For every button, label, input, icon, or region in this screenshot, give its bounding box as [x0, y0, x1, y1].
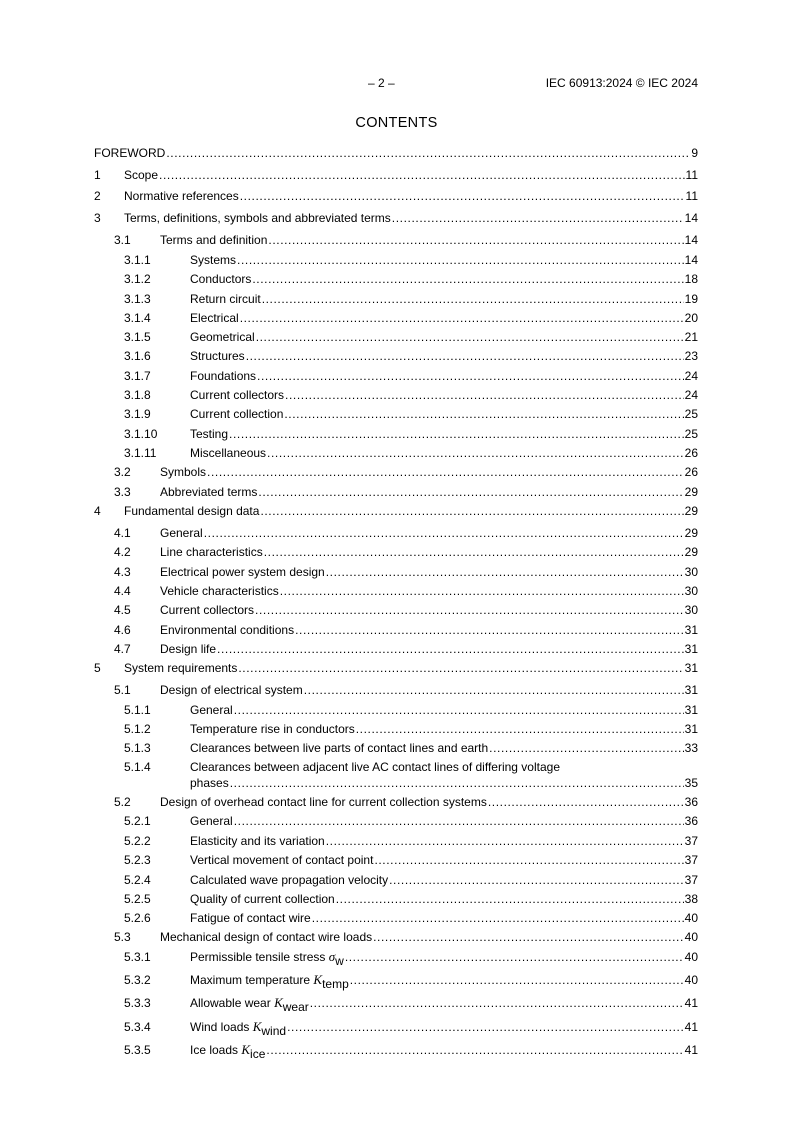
dot-leader — [326, 833, 684, 849]
toc-entry[interactable] — [94, 929, 698, 945]
toc-entry-number: 3.2 — [114, 465, 131, 479]
toc-entry-label: Return circuit — [190, 292, 261, 306]
dot-leader — [336, 891, 684, 907]
toc-entry-number: 5.2.1 — [124, 814, 151, 828]
toc-entry-number: 3 — [94, 211, 101, 225]
toc-entry-number: 5.3.2 — [124, 973, 151, 987]
toc-entry-page: 11 — [685, 189, 698, 203]
toc-entry-label: Testing — [190, 427, 229, 441]
toc-entry-page: 36 — [684, 814, 698, 828]
toc-entry-page: 19 — [684, 292, 698, 306]
toc-entry-number: 3.1.8 — [124, 388, 151, 402]
dot-leader — [312, 910, 684, 926]
dot-leader — [257, 368, 684, 384]
toc-entry-page: 25 — [684, 407, 698, 421]
toc-entry-page: 23 — [684, 349, 698, 363]
toc-entry-label: Maximum temperature $K_{temp}$ — [190, 972, 349, 991]
toc-entry-label: Vertical movement of contact point — [190, 853, 374, 867]
toc-entry-label: Systems — [190, 253, 237, 267]
toc-entry-page: 40 — [684, 911, 698, 925]
toc-entry-label: Ice loads $K_{ice}$ — [190, 1042, 266, 1061]
toc-entry-label: Design of overhead contact line for current collection systems — [160, 795, 487, 809]
toc-entry-number: 5.1.3 — [124, 741, 151, 755]
toc-entry-number: 3.1.3 — [124, 292, 151, 306]
toc-entry-number: 3.1.6 — [124, 349, 151, 363]
toc-entry-label: Mechanical design of contact wire loads — [160, 930, 373, 944]
toc-entry[interactable] — [94, 910, 698, 926]
toc-entry-page: 31 — [684, 661, 698, 675]
dot-leader — [267, 445, 684, 461]
toc-entry-page: 40 — [684, 930, 698, 944]
dot-leader — [230, 775, 684, 791]
toc-entry-label: General — [160, 526, 203, 540]
toc-entry[interactable] — [94, 210, 698, 226]
toc-entry[interactable] — [94, 426, 698, 442]
toc-entry-label: Foundations — [190, 369, 257, 383]
toc-entry[interactable] — [94, 167, 698, 183]
toc-entry-number: 5.1 — [114, 683, 131, 697]
toc-entry[interactable] — [94, 852, 698, 868]
dot-leader — [373, 929, 684, 945]
toc-entry-label: General — [190, 703, 233, 717]
toc-entry-label: Electrical — [190, 311, 239, 325]
toc-entry-number: 5.1.2 — [124, 722, 151, 736]
toc-entry-label: Electrical power system design — [160, 565, 325, 579]
dot-leader — [234, 702, 684, 718]
dot-leader — [389, 872, 684, 888]
toc-entry-label: Design life — [160, 642, 217, 656]
toc-entry-page: 31 — [684, 703, 698, 717]
dot-leader — [266, 1042, 683, 1058]
toc-entry-number: 5.3.3 — [124, 996, 151, 1010]
toc-entry-page: 38 — [684, 892, 698, 906]
toc-entry-page: 37 — [684, 834, 698, 848]
toc-entry-number: 5.3.1 — [124, 950, 151, 964]
toc-entry-label: Current collectors — [160, 603, 255, 617]
toc-entry-label: Permissible tensile stress $\sigma_w$ — [190, 949, 344, 968]
toc-entry-label: Elasticity and its variation — [190, 834, 325, 848]
toc-entry-number: 5.2.2 — [124, 834, 151, 848]
toc-entry-label: Wind loads $K_{wind}$ — [190, 1019, 287, 1038]
toc-entry[interactable] — [94, 291, 698, 307]
toc-entry-label-continued: phases — [190, 776, 229, 790]
dot-leader — [350, 972, 684, 988]
toc-entry-label: Temperature rise in conductors — [190, 722, 355, 736]
toc-entry-page: 37 — [684, 873, 698, 887]
toc-entry-number: 3.1.11 — [124, 446, 157, 460]
dot-leader — [285, 387, 684, 403]
toc-entry-label: Current collectors — [190, 388, 285, 402]
dot-leader — [240, 310, 684, 326]
toc-entry-page: 29 — [684, 545, 698, 559]
toc-entry[interactable] — [94, 368, 698, 384]
dot-leader — [207, 464, 684, 480]
toc-entry-number: 4.5 — [114, 603, 131, 617]
toc-entry[interactable] — [94, 145, 698, 161]
toc-entry-label: Clearances between adjacent live AC contact lines of differing voltage — [190, 760, 561, 774]
toc-entry-number: 5.2.5 — [124, 892, 151, 906]
toc-entry-page: 41 — [684, 996, 698, 1010]
toc-entry-label: Fundamental design data — [124, 504, 260, 518]
toc-entry[interactable] — [94, 641, 698, 657]
toc-entry-label: General — [190, 814, 233, 828]
toc-entry-page: 30 — [684, 565, 698, 579]
symbol: K — [252, 1019, 262, 1034]
toc-entry-page: 31 — [684, 623, 698, 637]
dot-leader — [304, 682, 684, 698]
toc-entry-label: Fatigue of contact wire — [190, 911, 311, 925]
page-number: – 2 – — [368, 76, 395, 90]
toc-entry-number: 5.2 — [114, 795, 131, 809]
dot-leader — [159, 167, 685, 183]
toc-entry-number: 1 — [94, 168, 101, 182]
toc-entry[interactable] — [94, 445, 698, 461]
symbol-subscript: w — [335, 954, 344, 968]
toc-entry-label: Normative references — [124, 189, 239, 203]
dot-leader — [295, 622, 684, 638]
toc-entry-label: Environmental conditions — [160, 623, 295, 637]
toc-entry[interactable] — [94, 387, 698, 403]
toc-entry-page: 33 — [684, 741, 698, 755]
toc-entry-number: 5.1.1 — [124, 703, 151, 717]
symbol: σ — [328, 949, 336, 964]
toc-entry-label: Line characteristics — [160, 545, 263, 559]
dot-leader — [356, 721, 684, 737]
dot-leader — [310, 995, 684, 1011]
dot-leader — [252, 271, 683, 287]
dot-leader — [489, 740, 683, 756]
dot-leader — [166, 145, 690, 161]
toc-entry[interactable] — [94, 702, 698, 718]
dot-leader — [488, 794, 684, 810]
toc-entry-number: 5.3 — [114, 930, 131, 944]
toc-entry-label: System requirements — [124, 661, 238, 675]
toc-entry-label: Current collection — [190, 407, 284, 421]
toc-entry-page: 21 — [684, 330, 698, 344]
toc-entry-label: Allowable wear $K_{wear}$ — [190, 995, 309, 1014]
toc-entry[interactable] — [94, 813, 698, 829]
toc-entry-number: 4.1 — [114, 526, 131, 540]
dot-leader — [234, 813, 684, 829]
toc-entry[interactable] — [94, 188, 698, 204]
toc-entry-label: Abbreviated terms — [160, 485, 258, 499]
toc-entry-number: 5.2.6 — [124, 911, 151, 925]
toc-entry[interactable] — [94, 544, 698, 560]
toc-entry-label: Clearances between live parts of contact lines and earth — [190, 741, 489, 755]
toc-entry-page: 20 — [684, 311, 698, 325]
dot-leader — [284, 406, 683, 422]
toc-entry[interactable] — [94, 348, 698, 364]
toc-entry-page: 29 — [684, 526, 698, 540]
page-title: CONTENTS — [355, 115, 438, 131]
toc-entry-label: Terms, definitions, symbols and abbreviated terms — [124, 211, 391, 225]
dot-leader — [392, 210, 684, 226]
toc-entry[interactable] — [94, 232, 698, 248]
toc-entry-number: 3.1.1 — [124, 253, 151, 267]
dot-leader — [326, 564, 684, 580]
toc-entry-number: 2 — [94, 189, 101, 203]
toc-entry-number: 3.1.5 — [124, 330, 151, 344]
toc-entry-page: 14 — [684, 233, 698, 247]
toc-entry-page: 14 — [684, 253, 698, 267]
dot-leader — [287, 1019, 684, 1035]
toc-entry-page: 30 — [684, 584, 698, 598]
toc-entry[interactable] — [94, 872, 698, 888]
toc-entry[interactable] — [94, 329, 698, 345]
toc-entry-page: 25 — [684, 427, 698, 441]
toc-entry-page: 35 — [684, 776, 698, 790]
toc-entry-number: 3.1.9 — [124, 407, 151, 421]
toc-entry[interactable] — [94, 833, 698, 849]
toc-entry[interactable] — [94, 622, 698, 638]
toc-entry-number: 5.2.4 — [124, 873, 151, 887]
toc-entry-number: 3.1.10 — [124, 427, 158, 441]
dot-leader — [217, 641, 684, 657]
toc-entry[interactable] — [94, 1042, 698, 1061]
dot-leader — [268, 232, 683, 248]
symbol-subscript: temp — [322, 977, 349, 991]
toc-entry-page: 31 — [684, 722, 698, 736]
toc-entry-page: 40 — [684, 950, 698, 964]
toc-entry-label: Miscellaneous — [190, 446, 267, 460]
toc-entry-label: Scope — [124, 168, 159, 182]
toc-entry-label: Design of electrical system — [160, 683, 303, 697]
toc-entry[interactable] — [94, 949, 698, 968]
toc-entry-number: 3.1 — [114, 233, 131, 247]
toc-entry[interactable] — [94, 995, 698, 1014]
toc-entry-label: Quality of current collection — [190, 892, 335, 906]
toc-entry-number: 5.1.4 — [124, 760, 151, 774]
toc-entry-label: Vehicle characteristics — [160, 584, 279, 598]
toc-entry-page: 9 — [691, 146, 698, 160]
dot-leader — [345, 949, 684, 965]
toc-entry-number: 4.7 — [114, 642, 131, 656]
toc-entry[interactable] — [94, 310, 698, 326]
dot-leader — [262, 291, 684, 307]
toc-entry[interactable] — [94, 503, 698, 519]
toc-entry[interactable] — [94, 891, 698, 907]
toc-entry-number: 5 — [94, 661, 101, 675]
toc-entry-number: 3.1.2 — [124, 272, 151, 286]
toc-entry-page: 29 — [684, 504, 698, 518]
toc-entry-page: 29 — [684, 485, 698, 499]
toc-entry[interactable] — [94, 564, 698, 580]
toc-entry-page: 41 — [684, 1020, 698, 1034]
toc-entry[interactable] — [94, 721, 698, 737]
toc-entry-number: 4 — [94, 504, 101, 518]
toc-entry-page: 14 — [684, 211, 698, 225]
dot-leader — [237, 252, 684, 268]
dot-leader — [258, 484, 683, 500]
toc-entry-number: 5.2.3 — [124, 853, 151, 867]
toc-entry-label: Calculated wave propagation velocity — [190, 873, 389, 887]
toc-entry-page: 31 — [684, 642, 698, 656]
toc-entry[interactable] — [94, 660, 698, 676]
toc-entry-page: 18 — [684, 272, 698, 286]
toc-entry-page: 24 — [684, 388, 698, 402]
toc-entry[interactable] — [94, 525, 698, 541]
symbol: K — [241, 1042, 251, 1057]
toc-entry-label: Geometrical — [190, 330, 255, 344]
dot-leader — [255, 602, 684, 618]
toc-entry-page: 26 — [684, 465, 698, 479]
symbol-subscript: wear — [282, 1000, 309, 1014]
toc-entry-page: 37 — [684, 853, 698, 867]
toc-entry[interactable] — [94, 602, 698, 618]
toc-entry[interactable] — [94, 464, 698, 480]
toc-entry[interactable] — [94, 794, 698, 810]
toc-entry-page: 40 — [684, 973, 698, 987]
toc-entry-number: 4.3 — [114, 565, 131, 579]
toc-entry[interactable] — [94, 972, 698, 991]
dot-leader — [374, 852, 683, 868]
toc-entry-label: Terms and definition — [160, 233, 268, 247]
toc-entry-page: 24 — [684, 369, 698, 383]
toc-entry-page: 30 — [684, 603, 698, 617]
toc-entry-number: 3.1.4 — [124, 311, 151, 325]
toc-entry-label: FOREWORD — [94, 146, 166, 160]
toc-entry[interactable] — [94, 484, 698, 500]
toc-entry-page: 31 — [684, 683, 698, 697]
toc-entry-number: 3.1.7 — [124, 369, 151, 383]
dot-leader — [240, 188, 685, 204]
toc-entry-page: 41 — [684, 1043, 698, 1057]
symbol: K — [274, 995, 283, 1010]
toc-entry-page: 26 — [684, 446, 698, 460]
standard-reference: IEC 60913:2024 © IEC 2024 — [545, 76, 698, 90]
toc-entry-number: 3.3 — [114, 485, 131, 499]
toc-entry-page: 11 — [685, 168, 698, 182]
toc-entry-label: Conductors — [190, 272, 252, 286]
toc-entry[interactable] — [94, 682, 698, 698]
toc-entry-number: 5.3.4 — [124, 1020, 151, 1034]
dot-leader — [264, 544, 684, 560]
toc-entry-number: 4.6 — [114, 623, 131, 637]
toc-entry[interactable] — [94, 271, 698, 287]
toc-entry-number: 4.4 — [114, 584, 131, 598]
dot-leader — [238, 660, 683, 676]
toc-entry-number: 4.2 — [114, 545, 131, 559]
toc-entry[interactable] — [94, 583, 698, 599]
dot-leader — [229, 426, 684, 442]
toc-entry-number: 5.3.5 — [124, 1043, 151, 1057]
dot-leader — [280, 583, 684, 599]
toc-entry-label: Symbols — [160, 465, 207, 479]
toc-entry[interactable] — [94, 759, 698, 791]
toc-entry-page: 36 — [684, 795, 698, 809]
toc-entry[interactable] — [94, 740, 698, 756]
toc-entry[interactable] — [94, 252, 698, 268]
toc-entry[interactable] — [94, 1019, 698, 1038]
symbol-subscript: ice — [250, 1047, 266, 1061]
toc-entry-label: Structures — [190, 349, 245, 363]
dot-leader — [204, 525, 684, 541]
dot-leader — [256, 329, 684, 345]
symbol: K — [313, 972, 323, 987]
symbol-subscript: wind — [261, 1024, 287, 1038]
dot-leader — [260, 503, 683, 519]
toc-entry[interactable] — [94, 406, 698, 422]
dot-leader — [246, 348, 684, 364]
